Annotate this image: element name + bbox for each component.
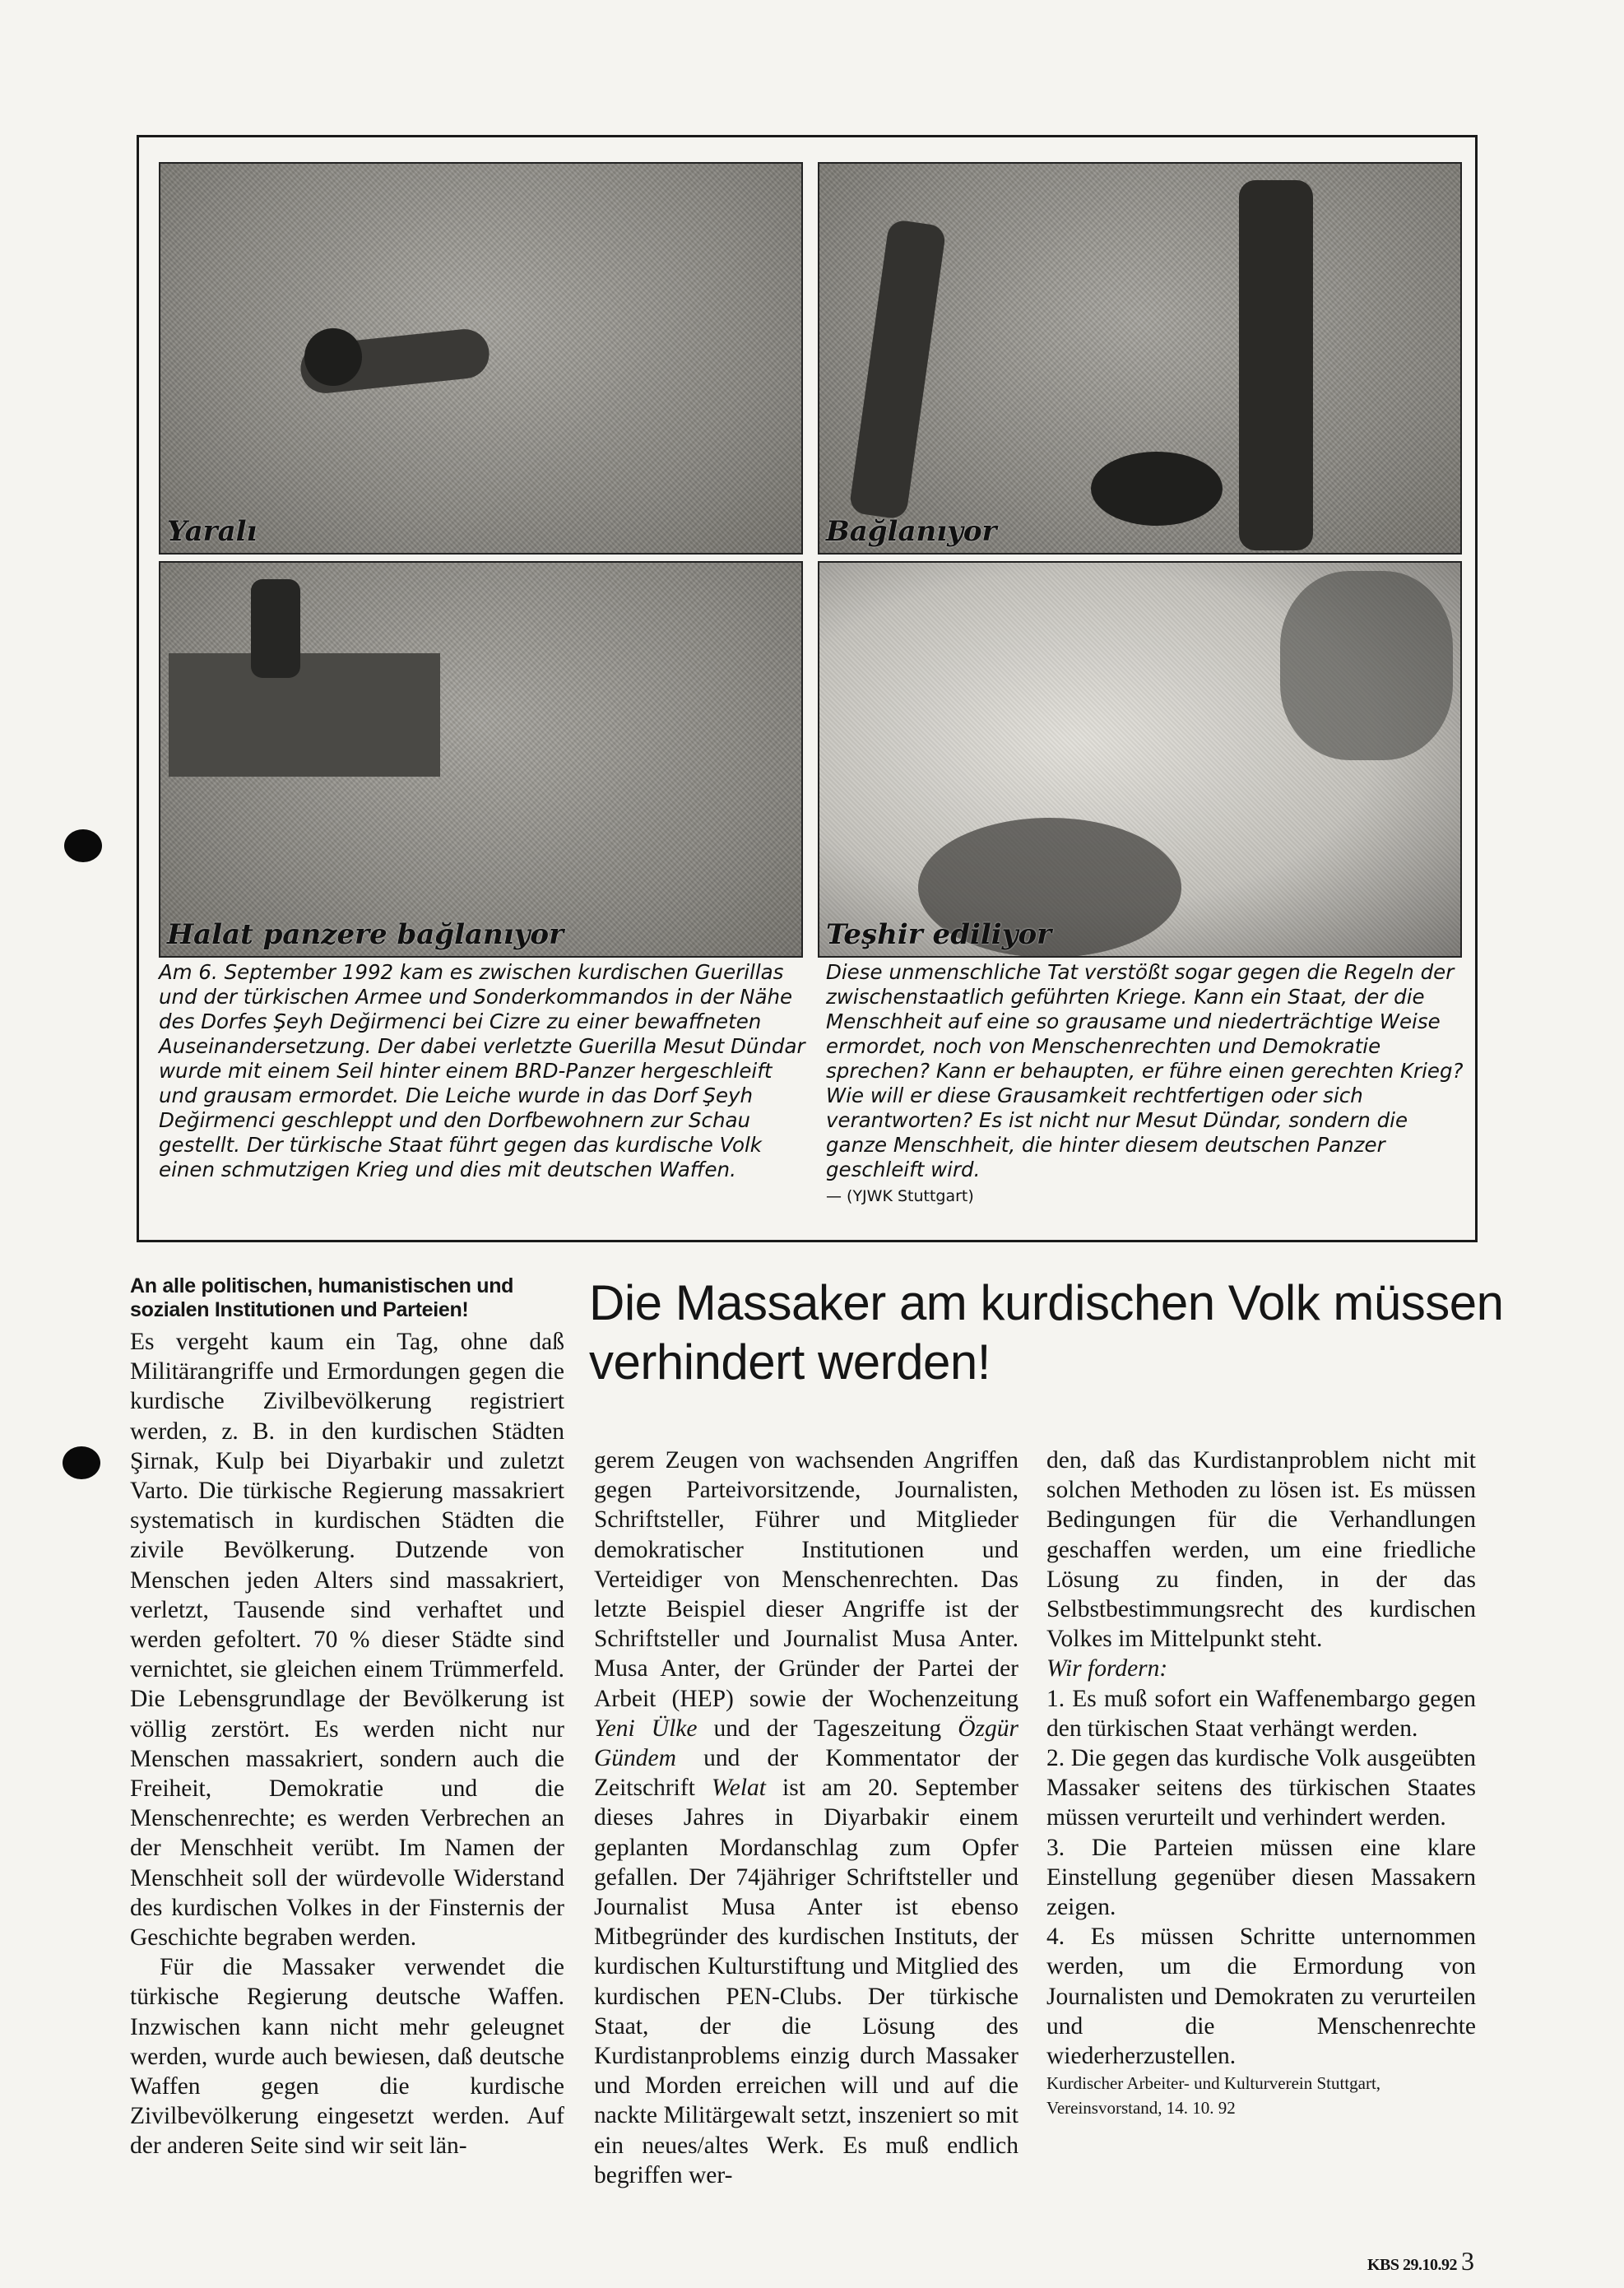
photo-panel	[137, 135, 1478, 1242]
photo-caption-credit: — (YJWK Stuttgart)	[826, 1187, 974, 1205]
lead-heading: An alle politischen, humanistischen und sozialen Institutionen und Parteien!	[130, 1274, 514, 1321]
demands-title: Wir fordern:	[1046, 1655, 1168, 1682]
publication-yeni-ulke: Yeni Ülke	[594, 1715, 698, 1742]
col2-paragraph	[594, 1446, 1018, 2190]
article-column-3	[1046, 1446, 1476, 2120]
photo-caption-right: Diese unmenschliche Tat verstößt sogar gegen die Regeln der zwischenstaatlich geführten Kriege. Kann ein Staat, der die Menschheit auf eine so grausame und niederträchtige Weise ermordet, noch von Menschenrechten und Demokratie sprechen? Kann er behaupten, er führe einen gerechten Krieg? Wie will er diese Grausamkeit rechtfertigen oder sich verantworten? Es ist nicht nur Mesut Dündar, sondern die ganze Menschheit, die hinter diesem deutschen Panzer geschleift wird.	[826, 960, 1464, 1181]
photo-caption-teshir: Teşhir ediliyor	[826, 918, 1052, 951]
punch-hole-upper	[64, 829, 102, 862]
col3-paragraph: den, daß das Kurdistanproblem nicht mit solchen Methoden zu lösen ist. Es müssen Bedingungen für die Verhandlungen geschaffen werden, um eine friedliche Lösung zu finden, in der das Selbstbestimmungsrecht des kurdischen Volkes im Mittelpunkt steht.	[1046, 1447, 1476, 1653]
article-column-2	[594, 1446, 1018, 2190]
article-column-1	[130, 1327, 564, 2161]
photo-caption-yarali: Yaralı	[167, 515, 258, 548]
demand-item-1: 1. Es muß sofort ein Waffenembargo gegen den türkischen Staat verhängt werden.	[1046, 1685, 1476, 1742]
signature: Kurdischer Arbeiter- und Kulturverein Stuttgart, Vereinsvorstand, 14. 10. 92	[1046, 2073, 1381, 2119]
col2-text-a: gerem Zeugen von wachsenden Angriffen gegen Parteivorsitzende, Journalisten, Schriftsteller, Führer und Mitglieder demokratischer Institutionen und Verteidiger von Menschenrechten. Das letzte Beispiel dieser Angriffe ist der Schriftsteller und Journalist Musa Anter. Musa Anter, der Gründer der Partei der Arbeit (HEP) sowie der Wochenzeitung	[594, 1447, 1018, 1712]
photo-tank-rope	[159, 561, 803, 958]
photo-caption-left: Am 6. September 1992 kam es zwischen kurdischen Guerillas und der türkischen Armee und Sonderkommandos in der Nähe des Dorfes Şeyh Değirmenci bei Cizre zu einer bewaffneten Auseinandersetzung. Der dabei verletzte Guerilla Mesut Dündar wurde mit einem Seil hinter einem BRD-Panzer hergeschleift und grausam ermordet. Die Leiche wurde in das Dorf Şeyh Değirmenci geschleppt und den Dorfbewohnern zur Schau gestellt. Der türkische Staat führt gegen das kurdische Volk einen schmutzigen Krieg und dies mit deutschen Waffen.	[159, 960, 805, 1181]
photo-caption-right-block	[826, 960, 1468, 1209]
photo-wounded-guerilla	[159, 162, 803, 555]
photo-body-displayed	[818, 561, 1462, 958]
page-number: 3	[1461, 2246, 1474, 2276]
demand-item-3: 3. Die Parteien müssen eine klare Einstellung gegenüber diesen Massakern zeigen.	[1046, 1834, 1476, 1921]
photo-caption-halat: Halat panzere bağlanıyor	[167, 918, 564, 951]
col1-paragraph-1: Es vergeht kaum ein Tag, ohne daß Militärangriffe und Ermordungen gegen die kurdische Zivilbevölkerung registriert werden, z. B. in den kurdischen Städten Şirnak, Kulp bei Diyarbakir und zuletzt Varto. Die türkische Regierung massakriert systematisch in kurdischen Städten die zivile Bevölkerung. Dutzende von Menschen jeden Alters sind massakriert, verletzt, Tausende sind verhaftet und werden gefoltert. 70 % dieser Städte sind vernichtet, sie gleichen einem Trümmerfeld. Die Lebensgrundlage der Bevölkerung ist völlig zerstört. Es werden nicht nur Menschen massakriert, sondern auch die Freiheit, Demokratie und die Menschenrechte; es werden Verbrechen an der Menschheit verübt. Im Namen der Menschheit soll der würdevolle Widerstand des kurdischen Volkes in der Finsternis der Geschichte begraben werden.	[130, 1329, 564, 1952]
article-headline: Die Massaker am kurdischen Volk müssen verhindert werden!	[589, 1275, 1504, 1390]
col1-paragraph-2: Für die Massaker verwendet die türkische Regierung deutsche Waffen. Inzwischen kann nicht mehr geleugnet werden, wurde auch bewiesen, daß deutsche Waffen gegen die kurdische Zivilbevölkerung eingesetzt werden. Auf der anderen Seite sind wir seit län-	[130, 1954, 564, 2160]
punch-hole-lower	[63, 1446, 100, 1479]
demand-item-4: 4. Es müssen Schritte unternommen werden, um die Ermordung von Journalisten und Demokraten zu verurteilen und die Menschenrechte wiederherzustellen.	[1046, 1924, 1476, 2070]
publication-welat: Welat	[711, 1775, 766, 1802]
publication-ozgur-gundem: Özgür Gündem	[594, 1715, 1018, 1772]
col2-text-d: ist am 20. September dieses Jahres in Diyarbakir einem geplanten Mordanschlag zum Opfer gefallen. Der 74jähriger Schriftsteller und Journalist Musa Anter ist ebenso Mitbegründer des kurdischen Instituts, der kurdischen Kulturstiftung und Mitglied des kurdischen PEN-Clubs. Der türkische Staat, der die Lösung des Kurdistanproblems einzig durch Massaker und Morden erreichen will und auf die nackte Militärgewalt setzt, inszeniert so mit ein neues/altes Werk. Es muß endlich begriffen wer-	[594, 1775, 1018, 2188]
photo-soldiers-binding	[818, 162, 1462, 555]
demand-item-2: 2. Die gegen das kurdische Volk ausgeübten Massaker seitens des türkischen Staates müssen verurteilt und verhindert werden.	[1046, 1745, 1476, 1831]
col2-text-c: und der Kommentator der Zeitschrift	[594, 1745, 1018, 1802]
photo-caption-baglaniyor: Bağlanıyor	[826, 515, 997, 548]
footer-issue-code: KBS 29.10.92	[1367, 2256, 1458, 2274]
col2-text-b: und der Tageszeitung	[697, 1715, 958, 1742]
